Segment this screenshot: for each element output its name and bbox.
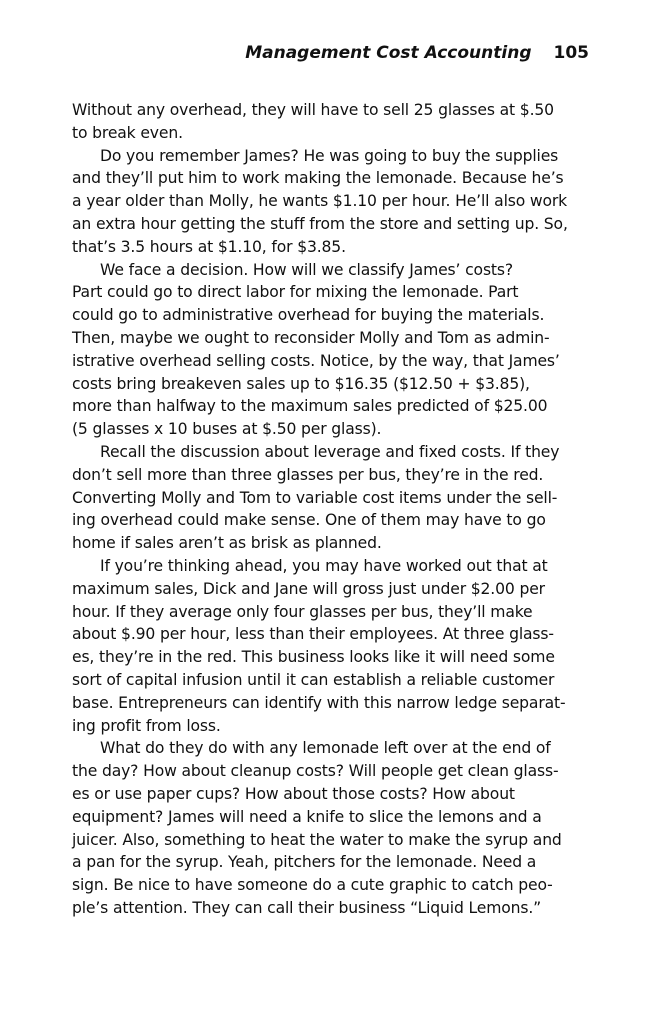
text-line: Do you remember James? He was going to buy the supplies [100, 146, 559, 165]
text-line: to break even. [72, 123, 183, 142]
text-line: ing overhead could make sense. One of them may have to go [72, 511, 546, 530]
paragraph-cost-classification [72, 259, 590, 441]
text-line: equipment? James will need a knife to slice the lemons and a [72, 807, 542, 826]
text-line: more than halfway to the maximum sales predicted of $25.00 [72, 397, 548, 416]
text-line: hour. If they average only four glasses per bus, they’ll make [72, 602, 533, 621]
text-line: maximum sales, Dick and Jane will gross just under $2.00 per [72, 579, 545, 598]
text-line: Without any overhead, they will have to sell 25 glasses at $.50 [72, 101, 554, 119]
text-line: a year older than Molly, he wants $1.10 per hour. He’ll also work [72, 192, 568, 211]
text-line: the day? How about cleanup costs? Will people get clean glass- [72, 762, 559, 781]
running-header [72, 41, 589, 65]
text-line: about $.90 per hour, less than their employees. At three glass- [72, 625, 554, 644]
text-line: and they’ll put him to work making the lemonade. Because he’s [72, 169, 564, 188]
text-line: What do they do with any lemonade left over at the end of [100, 739, 551, 758]
text-line: Recall the discussion about leverage and fixed costs. If they [100, 442, 560, 461]
chapter-title: Management Cost Accounting [245, 43, 532, 63]
text-line: base. Entrepreneurs can identify with this narrow ledge separat- [72, 693, 566, 712]
text-line: that’s 3.5 hours at $1.10, for $3.85. [72, 237, 346, 256]
text-line: home if sales aren’t as brisk as planned. [72, 534, 382, 553]
text-line: If you’re thinking ahead, you may have worked out that at [100, 556, 548, 575]
text-line: We face a decision. How will we classify James’ costs? [100, 260, 513, 279]
body-text [72, 99, 590, 920]
text-line: sort of capital infusion until it can establish a reliable customer [72, 670, 555, 689]
text-line: istrative overhead selling costs. Notice, by the way, that James’ [72, 351, 560, 370]
text-line: costs bring breakeven sales up to $16.35 ($12.50 + $3.85), [72, 374, 530, 393]
paragraph-leverage [72, 441, 590, 555]
text-line: Then, maybe we ought to reconsider Molly and Tom as admin- [72, 328, 550, 347]
text-line: sign. Be nice to have someone do a cute graphic to catch peo- [72, 876, 553, 895]
text-line: a pan for the syrup. Yeah, pitchers for the lemonade. Need a [72, 853, 537, 872]
page-number: 105 [553, 43, 589, 63]
text-line: don’t sell more than three glasses per bus, they’re in the red. [72, 465, 544, 484]
text-line: ing profit from loss. [72, 716, 221, 735]
text-line: Converting Molly and Tom to variable cost items under the sell- [72, 488, 558, 507]
text-line: Part could go to direct labor for mixing the lemonade. Part [72, 283, 519, 302]
text-line: es or use paper cups? How about those costs? How about [72, 784, 515, 803]
text-line: (5 glasses x 10 buses at $.50 per glass). [72, 420, 382, 439]
paragraph-leftover-lemonade [72, 737, 590, 919]
paragraph-james-wages [72, 145, 590, 259]
paragraph-break-even [72, 99, 590, 145]
text-line: could go to administrative overhead for buying the materials. [72, 306, 545, 325]
text-line: juicer. Also, something to heat the water to make the syrup and [72, 830, 562, 849]
text-line: es, they’re in the red. This business looks like it will need some [72, 648, 555, 667]
text-line: an extra hour getting the stuff from the store and setting up. So, [72, 214, 568, 233]
paragraph-thinking-ahead [72, 555, 590, 737]
text-line: ple’s attention. They can call their business “Liquid Lemons.” [72, 898, 542, 917]
